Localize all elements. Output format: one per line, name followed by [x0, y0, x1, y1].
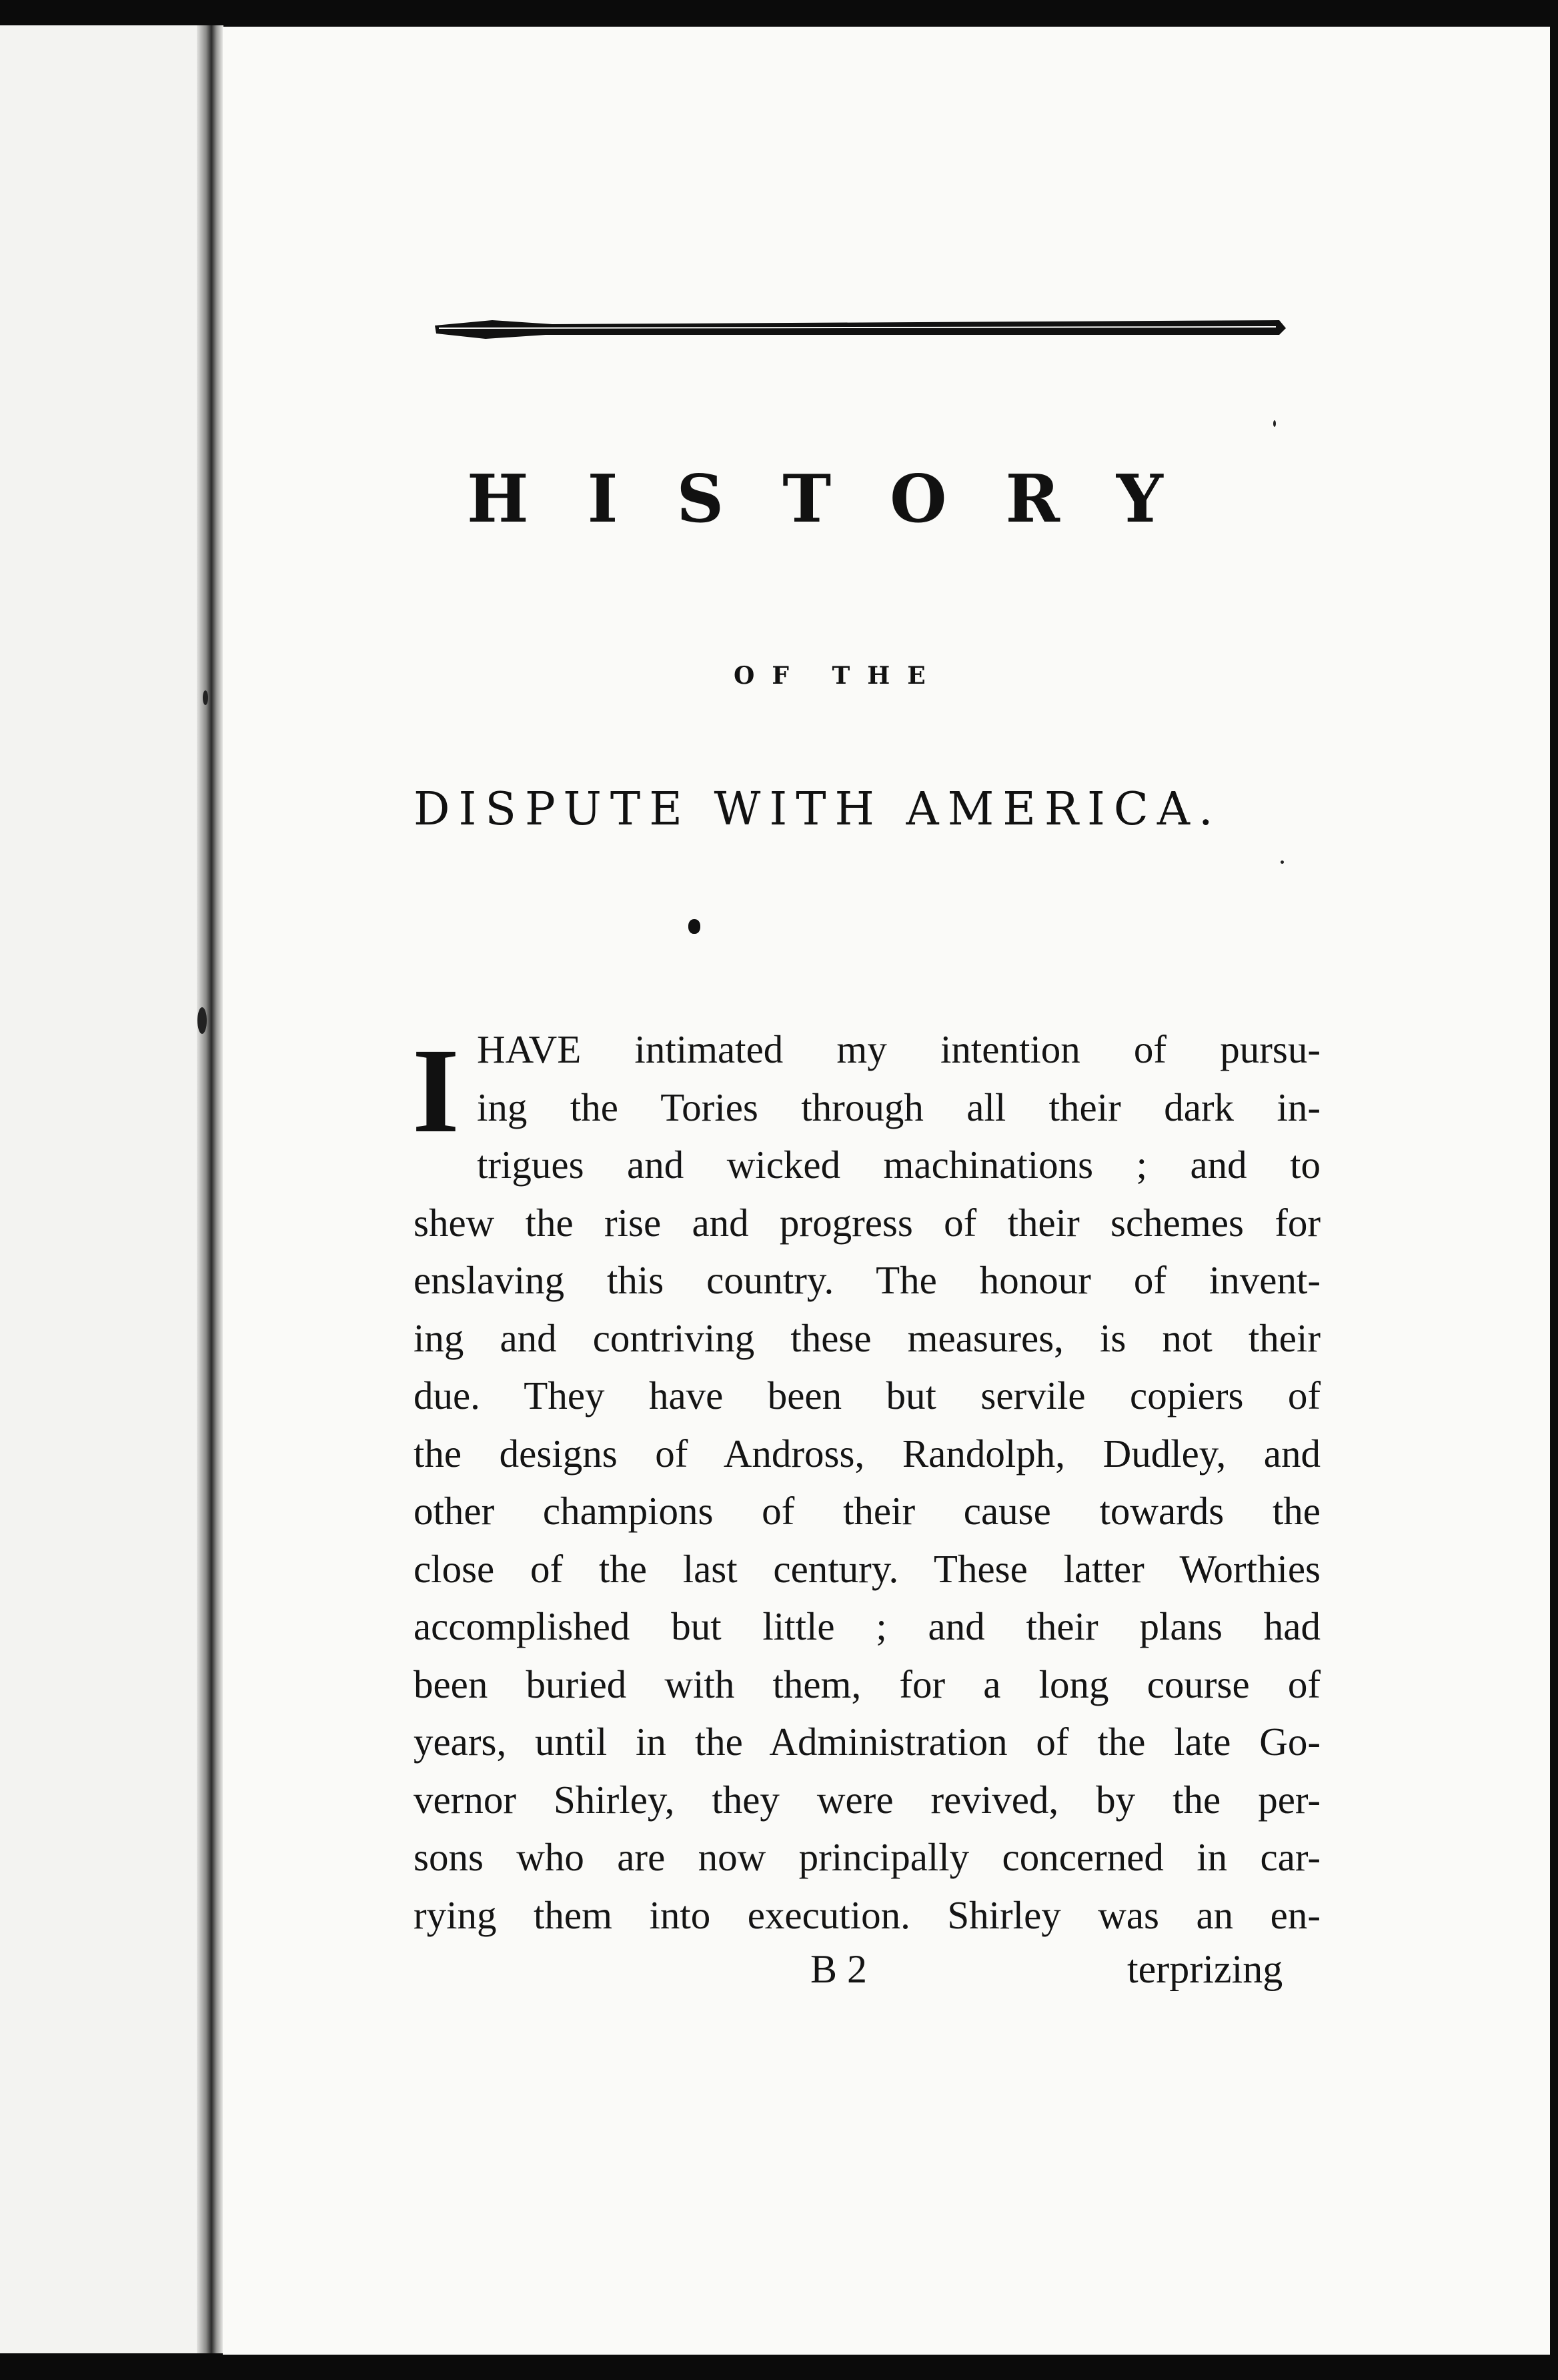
catchword: terprizing: [1127, 1947, 1283, 1991]
text-line: accomplished but little ; and their plans had: [414, 1604, 1321, 1648]
ink-speck: [197, 1007, 207, 1034]
book-gutter: [197, 25, 223, 2353]
drop-cap: I: [412, 1024, 460, 1158]
ink-speck: [203, 690, 208, 705]
text-line: ing and contriving these measures, is not their: [414, 1315, 1321, 1360]
header-rule: [432, 308, 1288, 346]
text-line: close of the last century. These latter Worthies: [414, 1546, 1321, 1591]
body-paragraph: [414, 1021, 1321, 1944]
text-line: shew the rise and progress of their schemes for: [414, 1200, 1321, 1245]
title-connector: OF THE: [734, 662, 943, 690]
page-subtitle: DISPUTE WITH AMERICA.: [414, 783, 1222, 836]
text-line: sons who are now principally concerned in car-: [414, 1835, 1321, 1879]
text-line: HAVE intimated my intention of pursu-: [477, 1027, 1321, 1071]
text-line: rying them into execution. Shirley was an en-: [414, 1892, 1321, 1937]
text-line: ing the Tories through all their dark in-: [477, 1085, 1321, 1129]
text-line: the designs of Andross, Randolph, Dudley, and: [414, 1431, 1321, 1475]
text-line: vernor Shirley, they were revived, by the per-: [414, 1777, 1321, 1822]
text-line: trigues and wicked machinations ; and to: [477, 1143, 1321, 1187]
text-line: enslaving this country. The honour of invent-: [414, 1258, 1321, 1302]
ornament-dot: [688, 919, 700, 934]
text-line: other champions of their cause towards the: [414, 1489, 1321, 1533]
ink-speck: [1281, 860, 1284, 864]
text-line: been buried with them, for a long course of: [414, 1662, 1321, 1706]
signature-mark: B 2: [810, 1947, 868, 1991]
page-title: HISTORY: [467, 461, 1222, 538]
ink-speck: [1273, 420, 1276, 427]
text-line: years, until in the Administration of the late Go-: [414, 1720, 1321, 1764]
text-line: due. They have been but servile copiers of: [414, 1373, 1321, 1417]
facing-page-edge: [0, 25, 200, 2353]
header-rule-graphic: [432, 308, 1288, 346]
